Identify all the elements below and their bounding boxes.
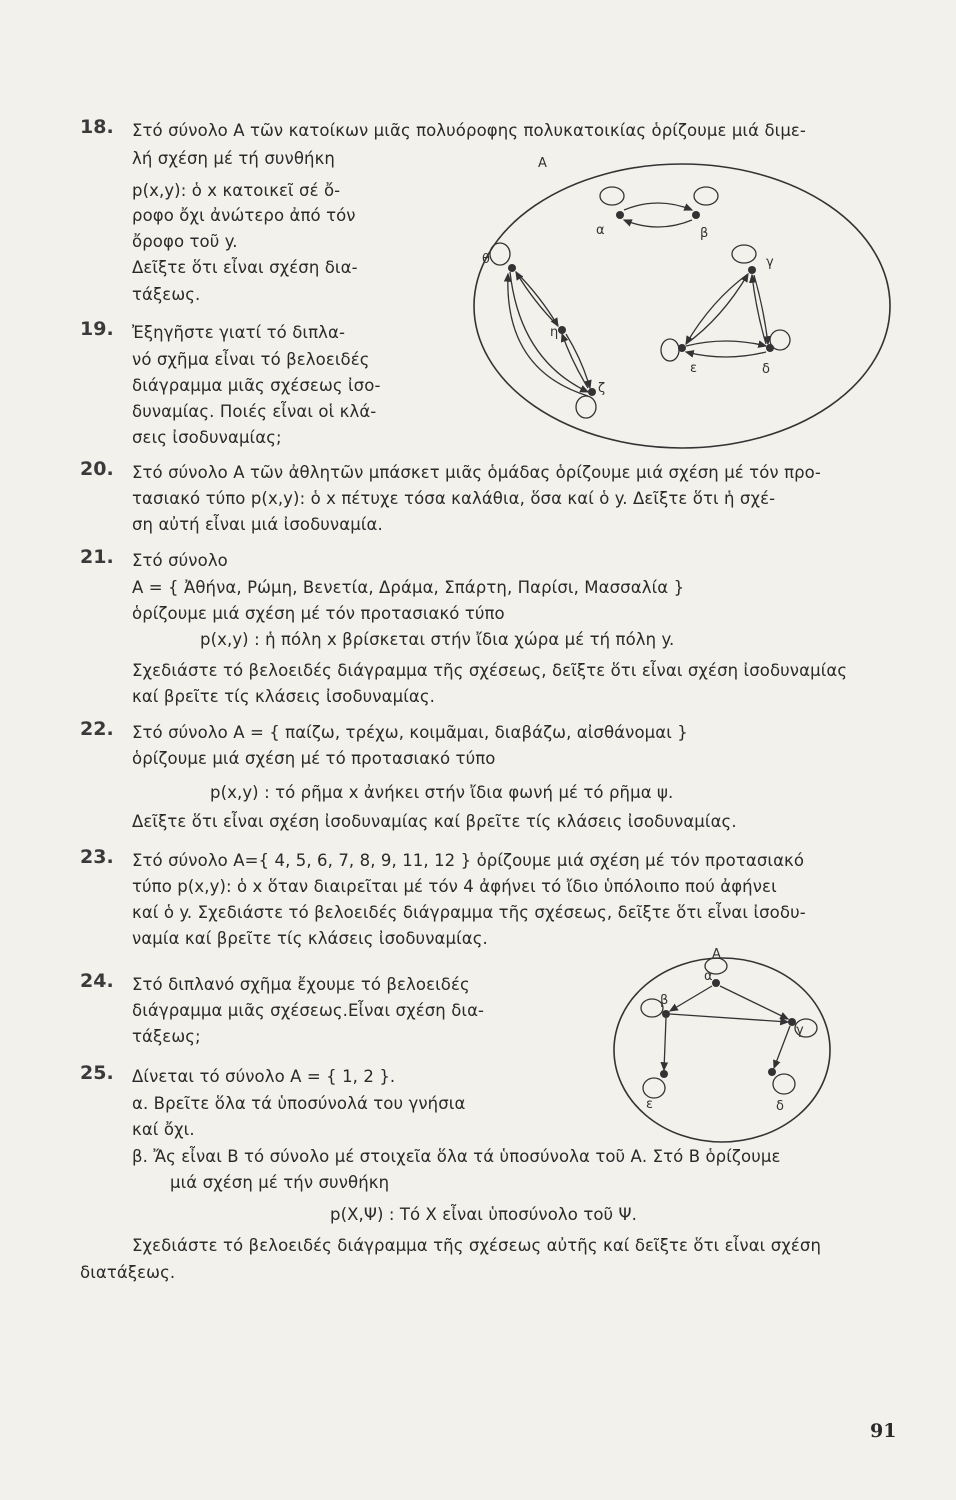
exercise-21-line-2: Α = { Ἀθήνα, Ρώμη, Βενετία, Δράμα, Σπάρτη, Παρίσι, Μασσαλία } [132,578,685,597]
exercise-25-number: 25. [80,1062,114,1084]
page-number: 91 [870,1420,897,1442]
diagram-2-node-d [768,1068,795,1114]
exercise-21-number: 21. [80,546,114,568]
exercise-19-line-5: σεις ἰσοδυναμίας; [132,428,282,447]
exercise-21-line-3: ὁρίζουμε μιά σχέση μέ τόν προτασιακό τύπο [132,604,505,623]
diagram-1-label-gamma: γ [766,255,774,270]
diagram-2-arrow-b-e [664,1018,666,1070]
exercise-25-line-2: α. Βρεῖτε ὅλα τά ὑποσύνολά του γνήσια [132,1094,466,1113]
diagram-1-set-label: Α [538,156,547,171]
diagram-1-label-theta: θ [482,252,490,267]
exercise-21-line-6: καί βρεῖτε τίς κλάσεις ἰσοδυναμίας. [132,687,435,706]
diagram-2-label-g: γ [796,1023,804,1038]
diagram-2-set-boundary [614,958,830,1142]
diagram-2-arrow-g-d [774,1026,790,1068]
exercise-24-line-2: διάγραμμα μιᾶς σχέσεως.Εἶναι σχέση δια- [132,1001,485,1020]
exercise-19-line-4: δυναμίας. Ποιές εἶναι οἱ κλά- [132,402,377,421]
exercise-24-number: 24. [80,970,114,992]
diagram-2-label-b: β [660,993,669,1008]
exercise-19-line-1: Ἐξηγῆστε γιατί τό διπλα- [132,323,346,342]
diagram-2-label-a: α [704,969,713,984]
exercise-21-line-5: Σχεδιάστε τό βελοειδές διάγραμμα τῆς σχέσεως, δεῖξτε ὅτι εἶναι σχέση ἰσοδυναμίας [132,661,848,680]
exercise-18-line-6: Δεῖξτε ὅτι εἶναι σχέση δια- [132,258,358,277]
diagram-2-arrow-b-g [670,1014,788,1022]
diagram-2-node-b [641,993,670,1018]
exercise-24-line-3: τάξεως; [132,1027,201,1046]
exercise-18-line-1: Στό σύνολο Α τῶν κατοίκων μιᾶς πολυόροφης πολυκατοικίας ὁρίζουμε μιά διμε- [132,121,806,140]
exercise-18-line-2: λή σχέση μέ τή συνθήκη [132,149,335,168]
diagram-2-node-g [788,1018,817,1038]
exercise-23-number: 23. [80,846,114,868]
exercise-18-number: 18. [80,116,114,138]
exercise-18-line-5: ὄροφο τοῦ y. [132,232,238,251]
exercise-25-line-1: Δίνεται τό σύνολο Α = { 1, 2 }. [132,1067,396,1086]
exercise-23-line-3: καί ὁ y. Σχεδιάστε τό βελοειδές διάγραμμα τῆς σχέσεως, δεῖξτε ὅτι εἶναι ἰσοδυ- [132,903,806,922]
exercise-19-number: 19. [80,318,114,340]
exercise-24-line-1: Στό διπλανό σχῆμα ἔχουμε τό βελοειδές [132,975,470,994]
exercise-25-line-4: β. Ἄς εἶναι Β τό σύνολο μέ στοιχεῖα ὅλα τά ὑποσύνολα τοῦ Α. Στό Β ὁρίζουμε [132,1147,781,1166]
exercise-19-line-3: διάγραμμα μιᾶς σχέσεως ἰσο- [132,376,381,395]
exercise-19-line-2: νό σχῆμα εἶναι τό βελοειδές [132,350,370,369]
exercise-25-line-8: διατάξεως. [80,1263,176,1282]
diagram-1-label-a: α [596,223,605,238]
exercise-22-number: 22. [80,718,114,740]
exercise-23-line-4: ναμία καί βρεῖτε τίς κλάσεις ἰσοδυναμίας. [132,929,488,948]
exercise-25-line-6: p(X,Ψ) : Τό Χ εἶναι ὑποσύνολο τοῦ Ψ. [330,1205,637,1224]
exercise-22-line-2: ὁρίζουμε μιά σχέση μέ τό προτασιακό τύπο [132,749,496,768]
exercise-25-line-3: καί ὄχι. [132,1120,195,1139]
exercise-18-line-4: ροφο ὄχι ἀνώτερο ἀπό τόν [132,206,356,225]
exercise-21-line-4: p(x,y) : ἡ πόλη x βρίσκεται στήν ἴδια χώρα μέ τή πόλη y. [200,630,675,649]
exercise-22-line-1: Στό σύνολο Α = { παίζω, τρέχω, κοιμᾶμαι, διαβάζω, αἰσθάνομαι } [132,723,688,742]
diagram-2-set-label: Α [712,947,721,962]
exercise-20-line-2: τασιακό τύπο p(x,y): ὁ x πέτυχε τόσα καλάθια, ὅσα καί ὁ y. Δεῖξτε ὅτι ἡ σχέ- [132,489,776,508]
exercise-20-number: 20. [80,458,114,480]
diagram-1-label-zeta: ζ [598,381,606,396]
diagram-2-arrow-a-g [720,986,788,1019]
exercise-18-line-7: τάξεως. [132,285,201,304]
exercise-22-line-3: p(x,y) : τό ρῆμα x ἀνήκει στήν ἴδια φωνή μέ τό ρῆμα ψ. [210,783,674,802]
diagram-2-label-e: ε [646,1097,654,1112]
exercise-20-line-3: ση αὐτή εἶναι μιά ἰσοδυναμία. [132,515,383,534]
exercise-23-line-1: Στό σύνολο Α={ 4, 5, 6, 7, 8, 9, 11, 12 } ὁρίζουμε μιά σχέση μέ τόν προτασιακό [132,851,805,870]
diagram-2-arrow-a-b [670,986,712,1011]
diagram-1-label-b: β [700,226,709,241]
diagram-1-label-eta: η [550,325,559,340]
exercise-18-line-3: p(x,y): ὁ x κατοικεῖ σέ ὄ- [132,181,341,200]
diagram-2-node-e [643,1070,668,1112]
exercise-25-line-5: μιά σχέση μέ τήν συνθήκη [170,1173,390,1192]
exercise-23-line-2: τύπο p(x,y): ὁ x ὅταν διαιρεῖται μέ τόν 4 ἀφήνει τό ἴδιο ὑπόλοιπο πού ἀφήνει [132,877,777,896]
exercise-25-line-7: Σχεδιάστε τό βελοειδές διάγραμμα τῆς σχέσεως αὐτῆς καί δεῖξτε ὅτι εἶναι σχέση [132,1236,822,1255]
diagram-2-node-a [704,958,727,987]
exercise-20-line-1: Στό σύνολο Α τῶν ἀθλητῶν μπάσκετ μιᾶς ὁμάδας ὁρίζουμε μιά σχέση μέ τόν προ- [132,463,821,482]
diagram-1-label-epsilon: ε [690,361,698,376]
exercise-22-line-4: Δεῖξτε ὅτι εἶναι σχέση ἰσοδυναμίας καί βρεῖτε τίς κλάσεις ἰσοδυναμίας. [132,812,737,831]
exercise-21-line-1: Στό σύνολο [132,551,228,570]
diagram-1-label-delta: δ [762,362,770,377]
diagram-2-label-d: δ [776,1099,784,1114]
